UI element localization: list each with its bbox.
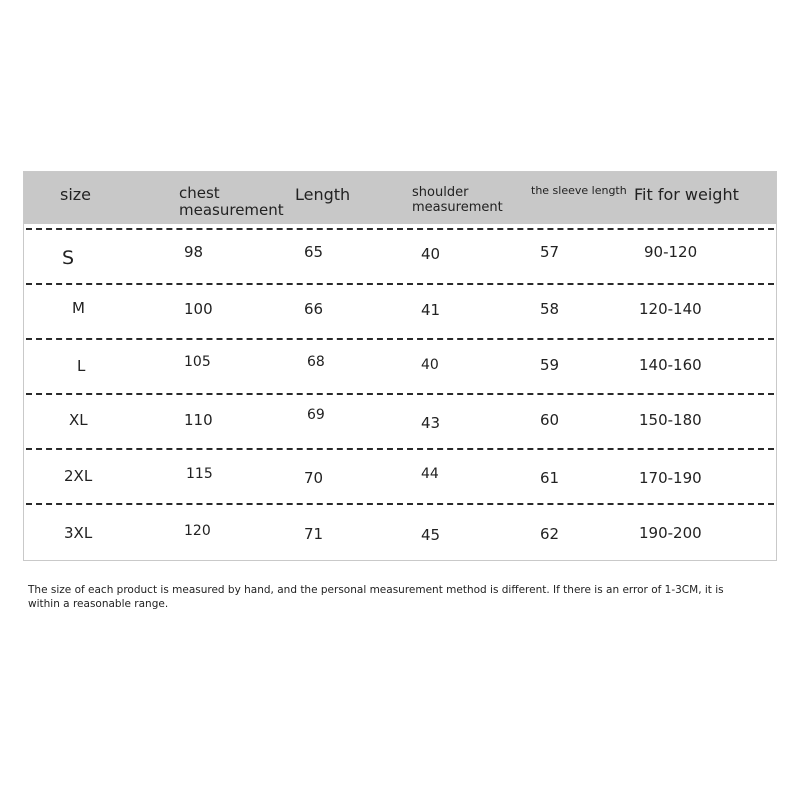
- cell-shoulder: 40: [421, 357, 439, 373]
- cell-shoulder: 40: [421, 245, 441, 263]
- cell-length: 66: [304, 300, 324, 318]
- header-fit: Fit for weight: [634, 185, 739, 204]
- cell-fit: 170-190: [639, 469, 702, 487]
- cell-fit: 140-160: [639, 356, 702, 374]
- cell-size: XL: [69, 411, 88, 429]
- cell-sleeve: 62: [540, 525, 560, 543]
- size-chart-table: [23, 171, 777, 561]
- cell-sleeve: 59: [540, 356, 560, 374]
- cell-size: S: [62, 247, 75, 269]
- cell-sleeve: 60: [540, 411, 560, 429]
- cell-shoulder: 45: [421, 526, 441, 544]
- cell-length: 70: [304, 469, 324, 487]
- cell-length: 65: [304, 243, 324, 261]
- cell-shoulder: 43: [421, 414, 441, 432]
- cell-chest: 100: [184, 300, 213, 318]
- cell-length: 68: [307, 354, 325, 370]
- cell-sleeve: 61: [540, 469, 560, 487]
- cell-size: M: [72, 299, 85, 317]
- cell-fit: 150-180: [639, 411, 702, 429]
- header-size: size: [60, 185, 92, 204]
- table-row: [24, 285, 776, 340]
- cell-fit: 90-120: [644, 243, 698, 261]
- cell-chest: 115: [186, 466, 213, 482]
- header-sleeve: the sleeve length: [531, 184, 627, 197]
- cell-length: 71: [304, 525, 324, 543]
- header-length: Length: [295, 185, 351, 204]
- table-row: [24, 505, 776, 560]
- cell-sleeve: 58: [540, 300, 560, 318]
- cell-fit: 120-140: [639, 300, 702, 318]
- cell-chest: 98: [184, 243, 204, 261]
- cell-size: 2XL: [64, 467, 93, 485]
- table-header: [24, 172, 776, 224]
- header-shoulder: shoulder measurement: [412, 185, 503, 215]
- table-row: [24, 395, 776, 450]
- header-chest: chest measurement: [179, 184, 284, 220]
- cell-size: 3XL: [64, 524, 93, 542]
- table-row: [24, 340, 776, 395]
- cell-shoulder: 44: [421, 466, 439, 482]
- cell-size: L: [77, 357, 86, 375]
- table-row: [24, 450, 776, 505]
- table-row: [24, 230, 776, 285]
- cell-shoulder: 41: [421, 301, 441, 319]
- cell-sleeve: 57: [540, 243, 560, 261]
- cell-chest: 120: [184, 523, 211, 539]
- cell-fit: 190-200: [639, 524, 702, 542]
- measurement-note: The size of each product is measured by hand, and the personal measurement method is different. If there is an error of 1-3CM, it is within a reasonable range.: [28, 584, 724, 610]
- cell-chest: 105: [184, 354, 211, 370]
- cell-length: 69: [307, 407, 325, 423]
- cell-chest: 110: [184, 411, 213, 429]
